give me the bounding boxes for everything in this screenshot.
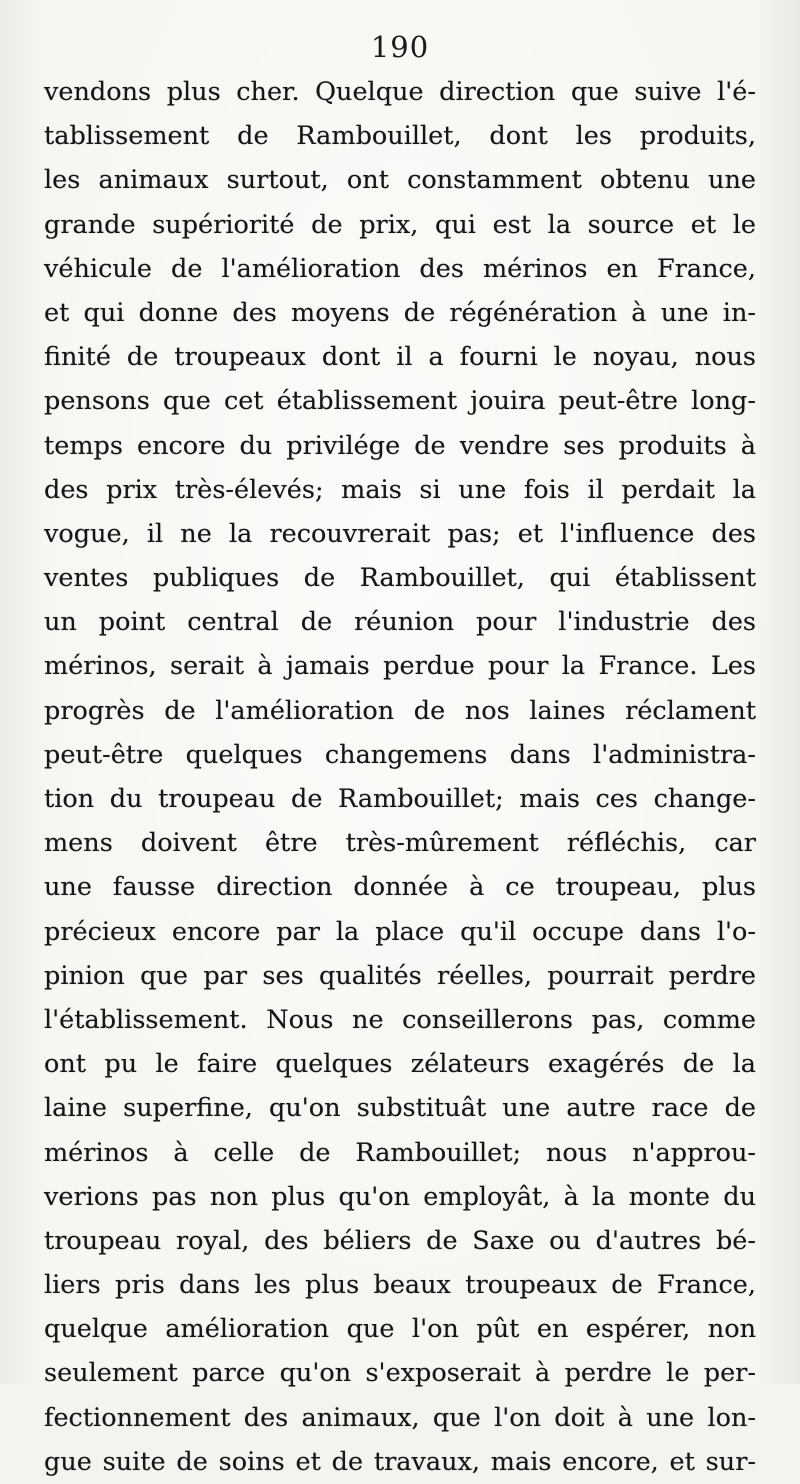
text-line: temps encore du privilége de vendre ses produits à xyxy=(44,430,756,461)
text-line: ont pu le faire quelques zélateurs exagérés de la xyxy=(44,1049,756,1080)
text-line: troupeau royal, des béliers de Saxe ou d'autres bé- xyxy=(44,1225,756,1256)
text-line: grande supériorité de prix, qui est la source et le xyxy=(44,209,756,240)
text-line: gue suite de soins et de travaux, mais encore, et sur- xyxy=(44,1446,756,1477)
text-line: un point central de réunion pour l'industrie des xyxy=(44,607,756,638)
text-line: quelque amélioration que l'on pût en espérer, non xyxy=(44,1314,756,1345)
text-line: progrès de l'amélioration de nos laines réclament xyxy=(44,695,756,726)
text-line: ventes publiques de Rambouillet, qui établissent xyxy=(44,563,756,594)
text-line: pensons que cet établissement jouira peut-être long- xyxy=(44,386,756,417)
text-line: mens doivent être très-mûrement réfléchis, car xyxy=(44,828,756,859)
text-line: vendons plus cher. Quelque direction que suive l'é- xyxy=(44,77,756,107)
body-text xyxy=(44,70,756,1484)
text-line: laine superfine, qu'on substituât une autre race de xyxy=(44,1093,756,1124)
text-line: l'établissement. Nous ne conseillerons pas, comme xyxy=(44,1004,756,1035)
text-line: des prix très-élevés; mais si une fois il perdait la xyxy=(44,474,756,505)
text-line: finité de troupeaux dont il a fourni le noyau, nous xyxy=(44,342,756,373)
text-line: peut-être quelques changemens dans l'administra- xyxy=(44,739,756,770)
text-line: liers pris dans les plus beaux troupeaux de France, xyxy=(44,1270,756,1301)
text-line: précieux encore par la place qu'il occupe dans l'o- xyxy=(44,916,756,947)
text-line: seulement parce qu'on s'exposerait à perdre le per- xyxy=(44,1358,756,1389)
text-line: fectionnement des animaux, que l'on doit à une lon- xyxy=(44,1402,756,1433)
text-line: une fausse direction donnée à ce troupeau, plus xyxy=(44,872,756,903)
text-line: pinion que par ses qualités réelles, pourrait perdre xyxy=(44,960,756,991)
text-line: mérinos, serait à jamais perdue pour la France. Les xyxy=(44,651,756,682)
text-line: mérinos à celle de Rambouillet; nous n'approu- xyxy=(44,1137,756,1168)
text-line: les animaux surtout, ont constamment obtenu une xyxy=(44,165,756,196)
text-line: tion du troupeau de Rambouillet; mais ces change- xyxy=(44,784,756,814)
page-number: 190 xyxy=(370,30,430,64)
text-line: verions pas non plus qu'on employât, à la monte du xyxy=(44,1181,756,1212)
text-line: véhicule de l'amélioration des mérinos en France, xyxy=(44,253,756,284)
text-line: et qui donne des moyens de régénération à une in- xyxy=(44,297,756,328)
text-line: tablissement de Rambouillet, dont les produits, xyxy=(44,121,756,152)
text-line: vogue, il ne la recouvrerait pas; et l'influence des xyxy=(44,518,756,549)
